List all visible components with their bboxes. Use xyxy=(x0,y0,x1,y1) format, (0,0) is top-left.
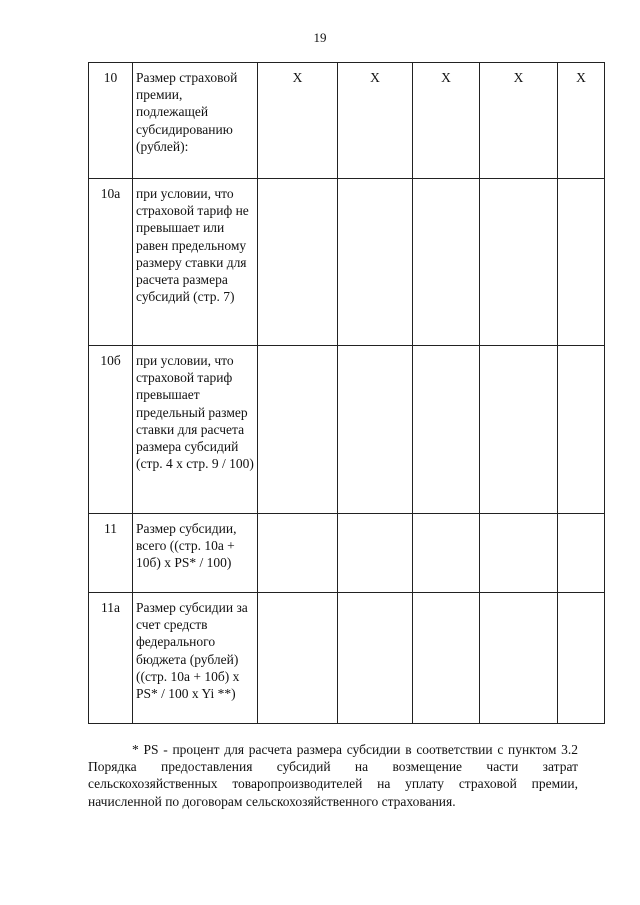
value-cell: X xyxy=(413,63,480,179)
value-cell: X xyxy=(258,63,338,179)
value-cell xyxy=(480,346,558,514)
row-number: 10б xyxy=(89,346,133,514)
row-label: при условии, что страховой тариф превышает предельный размер ставки для расчета размера субсидий (стр. 4 x стр. 9 / 100) xyxy=(133,346,258,514)
value-cell xyxy=(258,179,338,346)
row-label: Размер субсидии за счет средств федерального бюджета (рублей) ((стр. 10а + 10б) x PS* / 100 x Yi **) xyxy=(133,593,258,724)
value-cell: X xyxy=(338,63,413,179)
value-cell xyxy=(258,514,338,593)
row-number: 11 xyxy=(89,514,133,593)
value-cell xyxy=(413,593,480,724)
table-row xyxy=(89,346,605,514)
row-number: 11а xyxy=(89,593,133,724)
value-cell xyxy=(558,593,605,724)
subsidy-calculation-table xyxy=(88,62,605,724)
value-cell xyxy=(558,514,605,593)
footnote: * PS - процент для расчета размера субсидии в соответствии с пунктом 3.2 Порядка предоставления субсидий на возмещение части затрат сельскохозяйственных товаропроизводителей на уплату страховой премии, начисленной по договорам сельскохозяйственного страхования. xyxy=(88,742,578,809)
value-cell xyxy=(480,179,558,346)
value-cell xyxy=(258,593,338,724)
table-row xyxy=(89,63,605,179)
value-cell xyxy=(338,593,413,724)
value-cell xyxy=(413,179,480,346)
row-number: 10 xyxy=(89,63,133,179)
table-row xyxy=(89,593,605,724)
value-cell xyxy=(480,514,558,593)
value-cell xyxy=(480,593,558,724)
row-label: Размер страховой премии, подлежащей субсидированию (рублей): xyxy=(133,63,258,179)
row-number: 10а xyxy=(89,179,133,346)
value-cell xyxy=(558,179,605,346)
page-number: 19 xyxy=(313,30,327,45)
value-cell xyxy=(338,179,413,346)
value-cell xyxy=(413,514,480,593)
value-cell xyxy=(338,346,413,514)
row-label: при условии, что страховой тариф не превышает или равен предельному размеру ставки для расчета размера субсидий (стр. 7) xyxy=(133,179,258,346)
table-row xyxy=(89,179,605,346)
value-cell xyxy=(258,346,338,514)
value-cell: X xyxy=(558,63,605,179)
value-cell: X xyxy=(480,63,558,179)
value-cell xyxy=(413,346,480,514)
table-row xyxy=(89,514,605,593)
value-cell xyxy=(338,514,413,593)
value-cell xyxy=(558,346,605,514)
row-label: Размер субсидии, всего ((стр. 10а + 10б) x PS* / 100) xyxy=(133,514,258,593)
